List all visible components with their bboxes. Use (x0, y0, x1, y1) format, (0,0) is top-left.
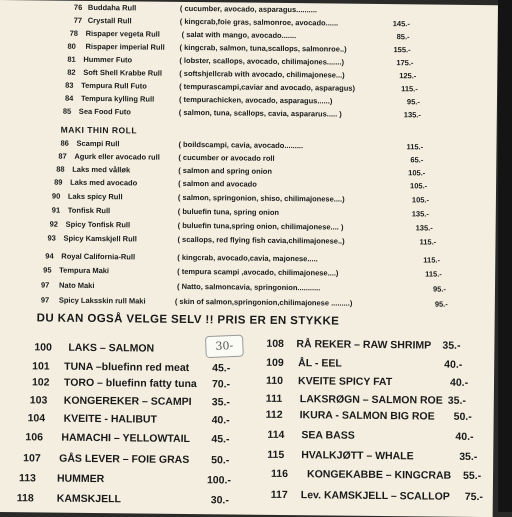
item-number: 107 (23, 452, 41, 465)
item-description: ( softshjellcrab with avocado, chilimajonese...) (179, 68, 345, 80)
item-name: Rispaper imperial Rull (85, 41, 165, 52)
item-description: ( buluefin tuna, spring onion (177, 206, 280, 217)
item-price: 100.- (206, 474, 231, 487)
item-name: Tempura kylling Rull (80, 93, 155, 104)
item-name: KONGEKABBE – KINGCRAB (306, 468, 452, 482)
item-number: 89 (54, 177, 63, 187)
item-price: 145.- (392, 19, 410, 29)
item-number: 102 (31, 376, 50, 389)
item-price: 50.- (453, 410, 472, 423)
item-description: ( boildscampi, cavia, avocado......... (178, 139, 304, 151)
item-price: 125.- (399, 71, 417, 81)
item-name: Scampi Rull (76, 138, 120, 149)
item-price: 95.- (406, 97, 420, 107)
item-name: Tempura Rull Futo (81, 80, 147, 91)
item-price: 95.- (434, 299, 448, 309)
item-number: 95 (43, 265, 52, 275)
item-price: 105.- (408, 168, 426, 178)
item-number: 118 (16, 492, 34, 505)
item-description: ( buluefin tuna,spring onion, chilimajonese.... ) (177, 220, 344, 232)
item-price: 175.- (396, 58, 414, 68)
item-price: 115.- (401, 84, 418, 94)
item-number: 113 (18, 472, 37, 485)
item-name: LAKS – SALMON (68, 341, 155, 355)
item-price: 115.- (406, 142, 424, 152)
item-number: 109 (266, 356, 284, 369)
item-name: Hummer Futo (83, 54, 133, 65)
item-number: 77 (73, 15, 83, 25)
item-name: TORO – bluefinn fatty tuna (63, 376, 197, 391)
dark-background-edge (498, 0, 512, 512)
item-name: Buddaha Rull (87, 2, 137, 13)
item-name: Laks spicy Rull (67, 191, 123, 202)
item-name: Spicy Tonfisk Rull (65, 219, 131, 230)
item-name: TUNA –bluefinn red meat (64, 360, 190, 375)
item-name: RÅ REKER – RAW SHRIMP (296, 338, 432, 352)
item-number: 86 (60, 138, 69, 148)
item-name: Nato Maki (58, 280, 95, 291)
item-price: 115.- (423, 255, 441, 265)
item-price: 40.- (444, 358, 463, 371)
item-number: 92 (49, 219, 59, 229)
item-price: 95.- (432, 284, 446, 294)
item-number: 115 (267, 448, 285, 462)
item-price: 50.- (211, 454, 230, 467)
item-name: KAMSKJELL (56, 492, 122, 506)
item-name: KVEITE - HALIBUT (63, 412, 158, 426)
item-price: 70.- (211, 378, 231, 391)
item-name: HVALKJØTT – WHALE (301, 449, 414, 463)
item-name: LAKSRØGN – SALMON ROE (299, 393, 443, 407)
item-description: ( scallops, red flying fish cavia,chilimajonese..) (177, 234, 345, 246)
item-description: ( skin of salmon,springonion,chilimajonese .........) (174, 296, 353, 308)
item-description: ( salmon, tuna, scallops, cavia, aspararus..... ) (178, 107, 342, 119)
item-price: 105.- (410, 181, 428, 191)
item-description: ( tempurachicken, avocado, asparagus......) (178, 94, 333, 106)
item-number: 117 (270, 488, 288, 502)
item-number: 81 (67, 54, 76, 64)
item-name: Sea Food Futo (78, 106, 131, 117)
item-name: GÅS LEVER – FOIE GRAS (59, 452, 190, 467)
item-name: Tempura Maki (59, 265, 110, 276)
item-name: Agurk eller avocado rull (74, 151, 160, 162)
item-price: 65.- (410, 155, 424, 165)
item-name: Tonfisk Rull (67, 205, 111, 216)
item-price: 40.- (455, 430, 474, 443)
item-name: ÅL - EEL (298, 357, 342, 370)
item-price: 55.- (462, 469, 482, 483)
item-number: 93 (47, 233, 56, 243)
item-description: ( tempura scampi ,avocado, chilimajonese....) (177, 266, 339, 278)
item-price: 135.- (411, 209, 429, 219)
item-description: ( lobster, scallops, avocado, chilimajones.......) (179, 55, 345, 67)
item-number: 112 (265, 408, 283, 421)
item-number: 90 (51, 191, 61, 201)
item-name: IKURA - SALMON BIG ROE (299, 409, 435, 423)
item-name: Lev. KAMSKJELL – SCALLOP (300, 489, 450, 503)
item-name: Laks med avocado (70, 177, 138, 188)
item-price: 30.- (210, 494, 229, 507)
item-number: 80 (67, 41, 76, 51)
item-number: 106 (25, 431, 44, 444)
item-price: 75.- (464, 490, 483, 504)
item-price: 35.- (459, 450, 478, 464)
item-price: 35.- (211, 396, 230, 409)
item-price: 135.- (415, 223, 433, 233)
item-price: 155.- (393, 45, 411, 55)
item-number: 103 (29, 394, 48, 407)
item-name: KONGEREKER – SCAMPI (63, 394, 192, 409)
item-number: 87 (58, 151, 67, 161)
item-name: SEA BASS (301, 429, 355, 442)
item-number: 101 (32, 360, 50, 373)
item-name: Soft Shell Krabbe Rull (83, 67, 163, 78)
item-name: Spicy Kamskjell Rull (63, 233, 137, 244)
item-name: HUMMER (56, 472, 105, 486)
item-description: ( kingcrab, salmon, tuna,scallops, salmonroe..) (179, 42, 347, 54)
item-name: Laks med vålløk (72, 164, 131, 175)
item-number: 97 (40, 280, 50, 290)
item-number: 111 (265, 392, 283, 405)
item-number: 76 (73, 2, 83, 12)
item-name: Crystall Rull (87, 15, 132, 26)
item-description: ( Natto, salmoncavia, springonion........... (176, 281, 321, 293)
item-price: 35.- (442, 339, 461, 352)
item-number: 94 (45, 251, 54, 261)
item-number: 108 (266, 337, 285, 350)
item-description: ( salmon, springonion, shiso, chilimajonese....) (177, 192, 345, 204)
item-price: 115.- (425, 269, 442, 279)
item-number: 100 (34, 341, 52, 354)
item-price: 85.- (396, 32, 410, 42)
item-number: 110 (265, 374, 284, 387)
item-description: ( kingcrab,foie gras, salmonroe, avocado...... (179, 16, 339, 28)
item-number: 84 (64, 93, 74, 103)
item-price: 45.- (212, 362, 231, 375)
item-name: HAMACHI – YELLOWTAIL (61, 431, 191, 446)
item-price: 40.- (211, 414, 230, 427)
item-number: 91 (51, 205, 61, 215)
section-title-self-choose: DU KAN OGSÅ VELGE SELV !! PRIS ER EN STYKKE (36, 312, 340, 328)
item-price: 35.- (447, 394, 466, 407)
item-number: 85 (62, 106, 72, 116)
item-number: 88 (56, 164, 65, 174)
item-number: 83 (65, 80, 74, 90)
handwritten-price-note: 30- (205, 335, 244, 359)
item-number: 114 (267, 428, 285, 442)
item-name: Royal California-Rull (61, 251, 136, 262)
item-description: ( tempurascampi,caviar and avocado, asparagus) (179, 81, 356, 93)
item-price: 105.- (411, 195, 430, 205)
item-description: ( salmon and avocado (178, 178, 257, 189)
item-number: 97 (40, 295, 50, 305)
item-price: 135.- (403, 110, 421, 120)
item-number: 104 (27, 412, 46, 425)
item-name: Spicy Laksskin rull Maki (58, 295, 146, 306)
item-description: ( salat with mango, avocado....... (181, 29, 297, 41)
item-name: KVEITE SPICY FAT (297, 375, 393, 389)
item-price: 45.- (211, 433, 230, 446)
item-description: ( cucumber or avocado roll (178, 152, 275, 163)
item-number: 82 (67, 67, 76, 77)
item-description: ( salmon and spring onion (178, 165, 273, 176)
item-number: 116 (270, 467, 289, 481)
item-price: 40.- (449, 376, 469, 389)
item-description: ( cucumber, avocado, asparagus.......... (179, 3, 318, 15)
item-description: ( kingcrab, avocado,cavia, majonese..... (177, 252, 318, 264)
item-price: 115.- (419, 237, 437, 247)
item-number: 78 (69, 28, 79, 38)
item-name: Rispaper vegeta Rull (85, 28, 160, 39)
section-title-maki: MAKI THIN ROLL (60, 124, 138, 136)
